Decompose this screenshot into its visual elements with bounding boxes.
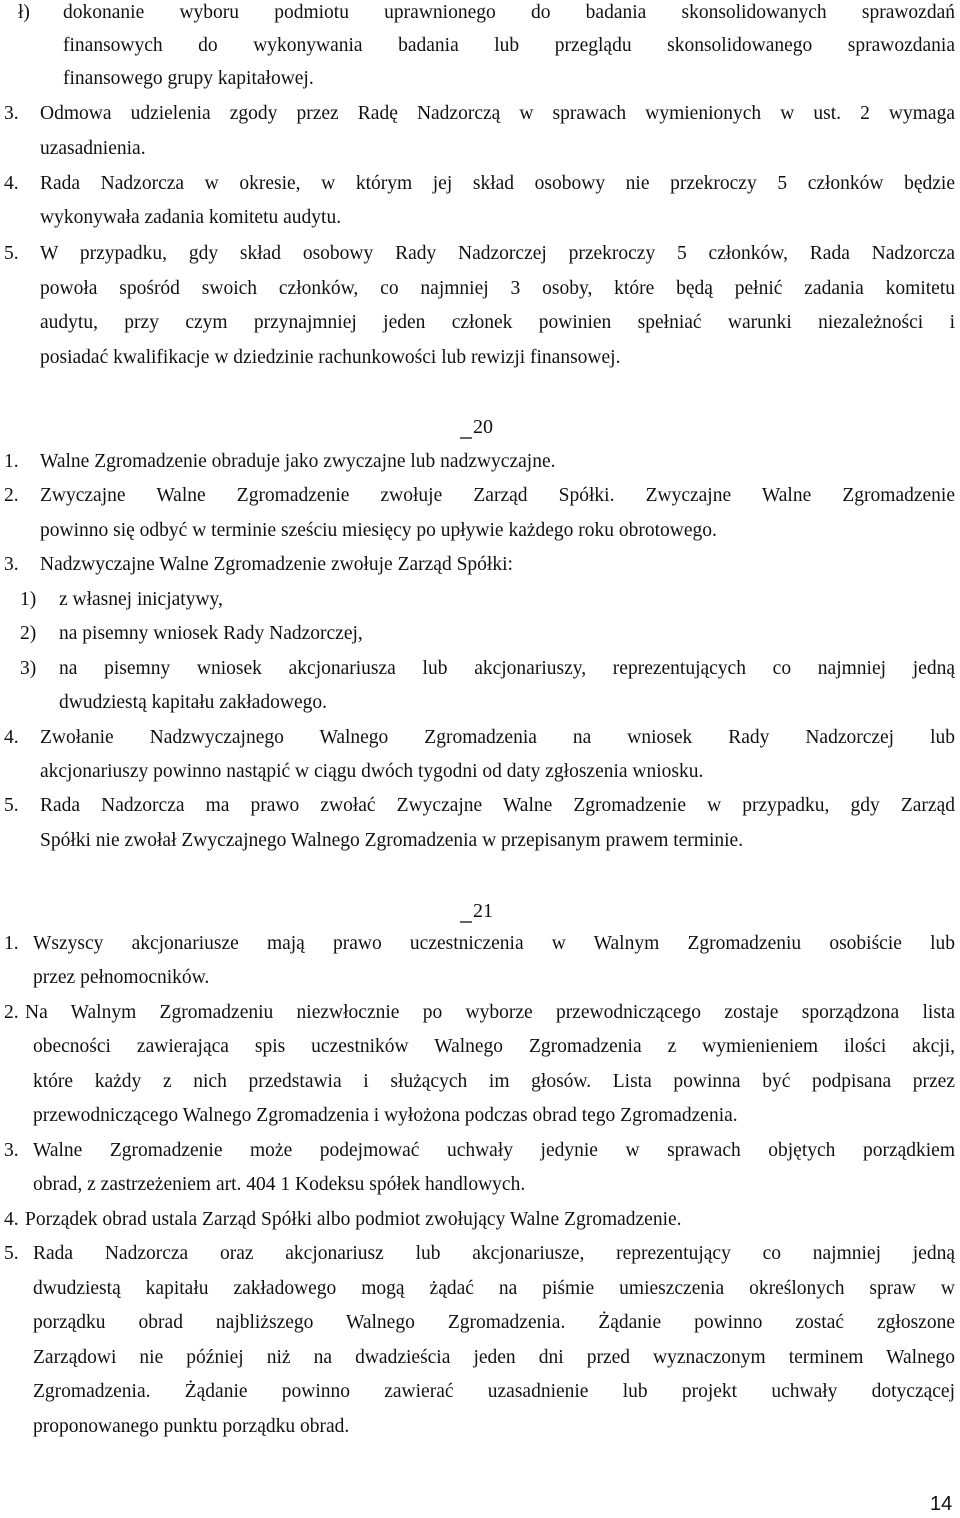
paragraph-line: Spółki nie zwołał Zwyczajnego Walnego Zgromadzenia w przepisanym prawem terminie. bbox=[40, 830, 744, 851]
paragraph-line: finansowych do wykonywania badania lub przeglądu skonsolidowanego sprawozdania bbox=[63, 35, 955, 56]
section-sign-icon bbox=[459, 896, 473, 924]
list-number: 4. bbox=[4, 727, 19, 748]
paragraph-line: przez pełnomocników. bbox=[33, 967, 210, 988]
list-number: 5. bbox=[4, 795, 19, 816]
paragraph-line: Zwyczajne Walne Zgromadzenie zwołuje Zarząd Spółki. Zwyczajne Walne Zgromadzenie bbox=[40, 485, 955, 506]
list-number: 1. bbox=[4, 451, 19, 472]
list-number: 5. bbox=[4, 243, 19, 264]
paragraph-line: finansowego grupy kapitałowej. bbox=[63, 68, 314, 89]
paragraph-line: na pisemny wniosek Rady Nadzorczej, bbox=[59, 623, 363, 644]
paragraph-line: które każdy z nich przedstawia i służących im głosów. Lista powinna być podpisana przez bbox=[33, 1071, 955, 1092]
paragraph-line: dokonanie wyboru podmiotu uprawnionego do badania skonsolidowanych sprawozdań bbox=[63, 2, 955, 23]
list-number: 5. bbox=[4, 1243, 19, 1264]
paragraph-line: powoła spośród swoich członków, co najmniej 3 osoby, które będą pełnić zadania komitetu bbox=[40, 278, 955, 299]
paragraph-line: wykonywała zadania komitetu audytu. bbox=[40, 207, 342, 228]
sublist-number: 1) bbox=[20, 589, 37, 610]
paragraph-line: Nadzwyczajne Walne Zgromadzenie zwołuje Zarząd Spółki: bbox=[40, 554, 513, 575]
list-number: 3. bbox=[4, 1140, 19, 1161]
paragraph-line: posiadać kwalifikacje w dziedzinie rachunkowości lub rewizji finansowej. bbox=[40, 347, 621, 368]
paragraph-line: porządku obrad najbliższego Walnego Zgromadzenia. Żądanie powinno zostać zgłoszone bbox=[33, 1312, 955, 1333]
list-number: 4. bbox=[4, 173, 19, 194]
paragraph-line: Na Walnym Zgromadzeniu niezwłocznie po wyborze przewodniczącego zostaje sporządzona lista bbox=[25, 1002, 955, 1023]
sublist-number: 3) bbox=[20, 658, 37, 679]
paragraph-line: Odmowa udzielenia zgody przez Radę Nadzorczą w sprawach wymienionych w ust. 2 wymaga bbox=[40, 103, 955, 124]
paragraph-line: obecności zawierająca spis uczestników Walnego Zgromadzenia z wymienieniem ilości akcji, bbox=[33, 1036, 955, 1057]
paragraph-line: z własnej inicjatywy, bbox=[59, 589, 223, 610]
paragraph-line: dwudziestą kapitału zakładowego. bbox=[59, 692, 328, 713]
section-number: 21 bbox=[473, 900, 493, 922]
list-number: 1. bbox=[4, 933, 19, 954]
paragraph-line: obrad, z zastrzeżeniem art. 404 1 Kodeksu spółek handlowych. bbox=[33, 1174, 526, 1195]
paragraph-line: W przypadku, gdy skład osobowy Rady Nadzorczej przekroczy 5 członków, Rada Nadzorcza bbox=[40, 243, 955, 264]
paragraph-line: Walne Zgromadzenie może podejmować uchwały jedynie w sprawach objętych porządkiem bbox=[33, 1140, 955, 1161]
paragraph-line: Zwołanie Nadzwyczajnego Walnego Zgromadzenia na wniosek Rady Nadzorczej lub bbox=[40, 727, 955, 748]
paragraph-line: dwudziestą kapitału zakładowego mogą żądać na piśmie umieszczenia określonych spraw w bbox=[33, 1278, 955, 1299]
paragraph-line: Zgromadzenia. Żądanie powinno zawierać uzasadnienie lub projekt uchwały dotyczącej bbox=[33, 1381, 955, 1402]
list-number: 4. bbox=[4, 1209, 19, 1230]
paragraph-line: Walne Zgromadzenie obraduje jako zwyczajne lub nadzwyczajne. bbox=[40, 451, 556, 472]
list-marker: ł) bbox=[18, 2, 30, 23]
paragraph-line: uzasadnienia. bbox=[40, 138, 146, 159]
list-number: 2. bbox=[4, 485, 19, 506]
paragraph-line: Porządek obrad ustala Zarząd Spółki albo podmiot zwołujący Walne Zgromadzenie. bbox=[25, 1209, 682, 1230]
paragraph-line: Rada Nadzorcza w okresie, w którym jej skład osobowy nie przekroczy 5 członków będzie bbox=[40, 173, 955, 194]
list-number: 3. bbox=[4, 554, 19, 575]
paragraph-line: na pisemny wniosek akcjonariusza lub akcjonariuszy, reprezentujących co najmniej jedną bbox=[59, 658, 955, 679]
paragraph-line: Zarządowi nie później niż na dwadzieścia jeden dni przed wyznaczonym terminem Walnego bbox=[33, 1347, 955, 1368]
paragraph-line: proponowanego punktu porządku obrad. bbox=[33, 1416, 350, 1437]
paragraph-line: Rada Nadzorcza ma prawo zwołać Zwyczajne Walne Zgromadzenie w przypadku, gdy Zarząd bbox=[40, 795, 955, 816]
list-number: 2. bbox=[4, 1002, 19, 1023]
paragraph-line: przewodniczącego Walnego Zgromadzenia i wyłożona podczas obrad tego Zgromadzenia. bbox=[33, 1105, 738, 1126]
sublist-number: 2) bbox=[20, 623, 37, 644]
section-heading-20 bbox=[459, 412, 493, 438]
section-sign-icon bbox=[459, 412, 473, 440]
list-number: 3. bbox=[4, 103, 19, 124]
paragraph-line: Rada Nadzorcza oraz akcjonariusz lub akcjonariusze, reprezentujący co najmniej jedną bbox=[33, 1243, 955, 1264]
paragraph-line: akcjonariuszy powinno nastąpić w ciągu dwóch tygodni od daty zgłoszenia wniosku. bbox=[40, 761, 704, 782]
page-number: 14 bbox=[930, 1493, 953, 1515]
paragraph-line: powinno się odbyć w terminie sześciu miesięcy po upływie każdego roku obrotowego. bbox=[40, 520, 717, 541]
paragraph-line: Wszyscy akcjonariusze mają prawo uczestniczenia w Walnym Zgromadzeniu osobiście lub bbox=[33, 933, 955, 954]
paragraph-line: audytu, przy czym przynajmniej jeden członek powinien spełniać warunki niezależności i bbox=[40, 312, 955, 333]
section-heading-21 bbox=[459, 896, 493, 922]
section-number: 20 bbox=[473, 416, 493, 438]
